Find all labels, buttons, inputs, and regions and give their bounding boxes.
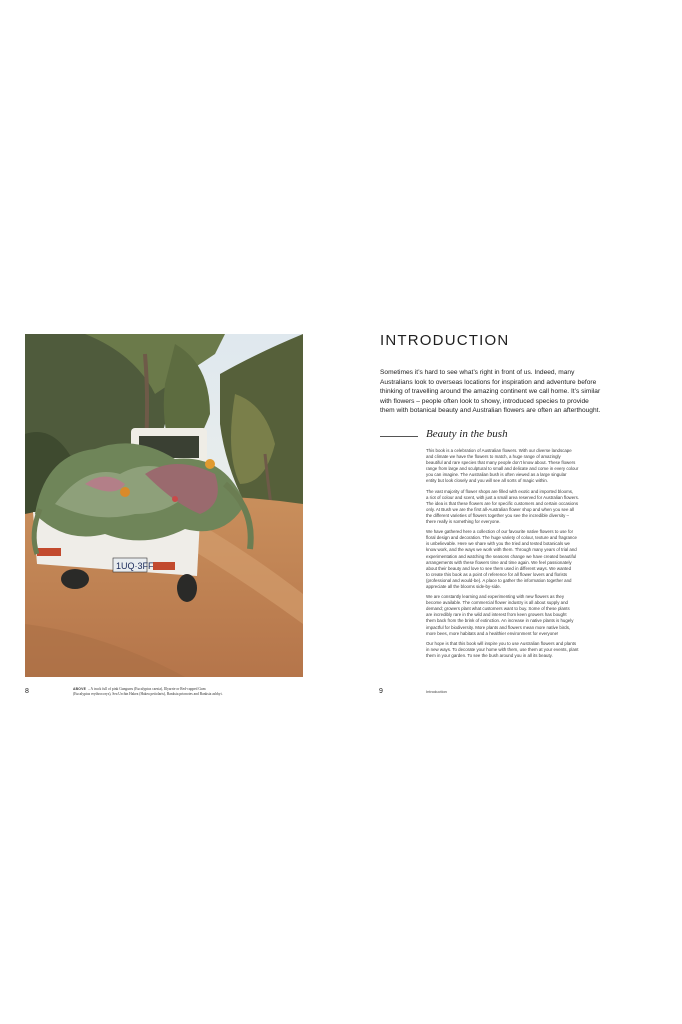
body-paragraph: This book is a celebration of Australian flowers. With our diverse landscape and climate we have the flowers to match, a huge range of amazingly beautiful and rare species that many people don’t know about. These flowers range from large and sculptural to small and delicate and come in every colour you can imagine. The Australian bush is often viewed as a large singular entity but look closely and you will see all sorts of magic within. <box>426 448 579 484</box>
intro-line: Sometimes it’s hard to see what’s right in front of us. Indeed, many <box>380 369 575 376</box>
caption-line: ABOVE – A truck full of pink Gungurru (Eucalyptus caesia), Illyarrie or Red-capped Gum <box>73 687 206 691</box>
running-footer: Introduction <box>426 689 447 694</box>
chapter-title: INTRODUCTION <box>380 332 510 349</box>
intro-line: Australians look to overseas locations for inspiration and adventure before <box>380 378 597 386</box>
caption-line: (Eucalyptus erythrocorys), Sea Urchin Hakea (Hakea petiolaris), Banksia prionotes and Banksia ashbyi. <box>73 692 223 697</box>
page-number-left: 8 <box>25 688 29 695</box>
body-paragraph: We are constantly learning and experimenting with new flowers as they become available. The commercial flower industry is all about supply and demand; growers plant what customers want to buy. Some of these plants are incredibly rare in the wild and interest from keen growers has bought them back from the brink of extinction. An increase in native plants is hugely impactful for biodiversity. More plants and flowers mean more native birds, more bees, more habitats and a healthier environment for everyone! <box>426 594 574 636</box>
caption-label: ABOVE <box>73 687 87 691</box>
page-number-right: 9 <box>379 688 383 695</box>
body-paragraph: The vast majority of flower shops are filled with exotic and imported blooms, a riot of colour and scent, with just a small area reserved for Australian flowers. The idea is that these flowers are for specific customers and certain occasions only. At Bush we are the first all-Australian flower shop and when you see all the different varieties of flowers together you see the incredible diversity – there really is something for everyone. <box>426 488 580 525</box>
subhead-rule <box>380 436 418 437</box>
intro-line: thinking of travelling around the amazing continent we call home. It’s similar <box>380 388 601 396</box>
body-text <box>426 448 658 663</box>
body-paragraph: Our hope is that this book will inspire you to use Australian flowers and plants in new ways. To decorate your home with them, use them at your events, plant them in your garden. To see the bush around you in all its beauty. <box>426 640 579 658</box>
intro-line: with flowers – people often look to showy, introduced species to provide <box>380 397 589 405</box>
intro-paragraph <box>380 368 656 416</box>
truck-flowers-photo <box>25 334 303 677</box>
section-subhead: Beauty in the bush <box>426 428 508 440</box>
svg-text:1UQ·3FF: 1UQ·3FF <box>116 561 154 571</box>
photo-caption <box>73 687 303 698</box>
intro-line: them with botanical beauty and Australian flowers are often an afterthought. <box>380 407 601 415</box>
body-paragraph: We have gathered here a collection of our favourite native flowers to use for floral design and decoration. The huge variety of colour, texture and fragrance is unbelievable. Here we share with you the tried and tested botanicals we know work, and the ways we work with them. Through many years of trial and experimentation and watching the seasons change we have created beautiful arrangements with these flowers time and time again. We feel passionately about their beauty and love to see them used in different ways. We wanted to create this book as a point of reference for all flower lovers and florists (professional and would-be). A place to gather the information together and appreciate all the blooms side-by-side. <box>426 529 578 589</box>
